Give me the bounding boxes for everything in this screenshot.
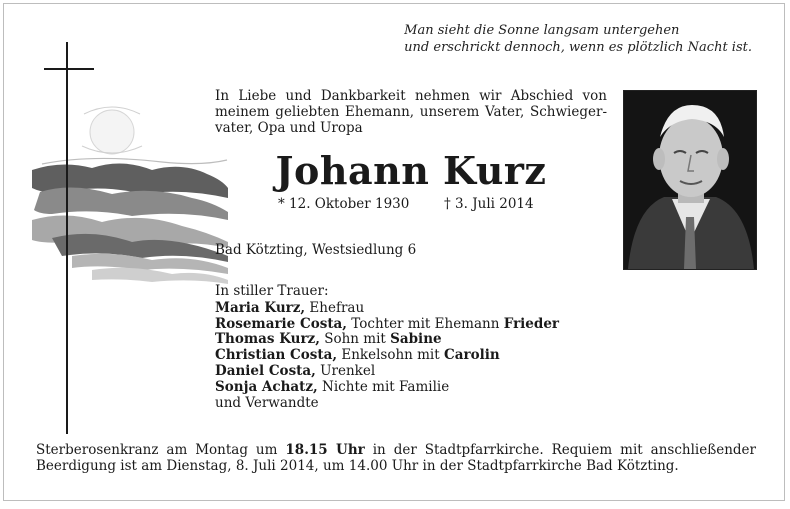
mourner-name: Sonja Achatz, <box>215 378 318 395</box>
mourner-partner: Sabine <box>390 331 442 348</box>
service-text-1: Sterberosenkranz am Montag um <box>36 442 286 458</box>
mourner-row <box>215 332 559 348</box>
mourner-name: Daniel Costa, <box>215 362 316 379</box>
mourners-list <box>215 284 559 411</box>
mourner-name: Rosemarie Costa, <box>215 315 348 332</box>
motto-line-2: und erschrickt dennoch, wenn es plötzlich Nacht ist. <box>404 40 752 55</box>
sunset-landscape-illustration <box>32 42 232 434</box>
mourner-row <box>215 301 559 317</box>
mourner-relation: Tochter mit Ehemann <box>347 315 504 332</box>
rosary-time: 18.15 Uhr <box>285 442 365 458</box>
mourner-row <box>215 380 559 396</box>
mourner-relation: Sohn mit <box>319 331 391 348</box>
obituary-notice <box>3 3 785 501</box>
mourner-name: Christian Costa, <box>215 347 338 364</box>
mourner-partner: Carolin <box>443 347 500 364</box>
mourner-relation: Urenkel <box>315 362 376 379</box>
motto-quote <box>404 22 752 56</box>
mourners-heading: In stiller Trauer: <box>215 283 329 299</box>
service-details <box>36 442 756 474</box>
mourner-relation: Ehefrau <box>305 299 365 316</box>
mourner-row <box>215 348 559 364</box>
mourner-row <box>215 317 559 333</box>
mourner-relation: Enkelsohn mit <box>337 347 444 364</box>
mourner-name: Thomas Kurz, <box>215 331 320 348</box>
mourners-closing: und Verwandte <box>215 394 319 411</box>
death-date: † 3. Juli 2014 <box>444 196 534 212</box>
mourner-relation: Nichte mit Familie <box>317 378 450 395</box>
mourner-name: Maria Kurz, <box>215 299 306 316</box>
motto-line-1: Man sieht die Sonne langsam untergehen <box>404 23 680 38</box>
address: Bad Kötzting, Westsiedlung 6 <box>215 242 417 258</box>
portrait-photo <box>623 90 757 270</box>
sun-icon <box>82 107 142 154</box>
deceased-name: Johann Kurz <box>275 148 547 193</box>
service-text-2: in der Stadtpfarrkirche. Requiem mit anschließender Beerdigung ist am Dienstag, 8. Juli 2014, um 14.00 Uhr in der Stadtpfarrkirche Bad Kötzting. <box>36 442 756 474</box>
mourner-row <box>215 364 559 380</box>
intro-text: In Liebe und Dankbarkeit nehmen wir Abschied von meinem geliebten Ehemann, unserem Vater, Schwieger- vater, Opa und Uropa <box>215 88 607 136</box>
birth-date: * 12. Oktober 1930 <box>278 196 410 212</box>
mourner-partner: Frieder <box>503 315 560 332</box>
